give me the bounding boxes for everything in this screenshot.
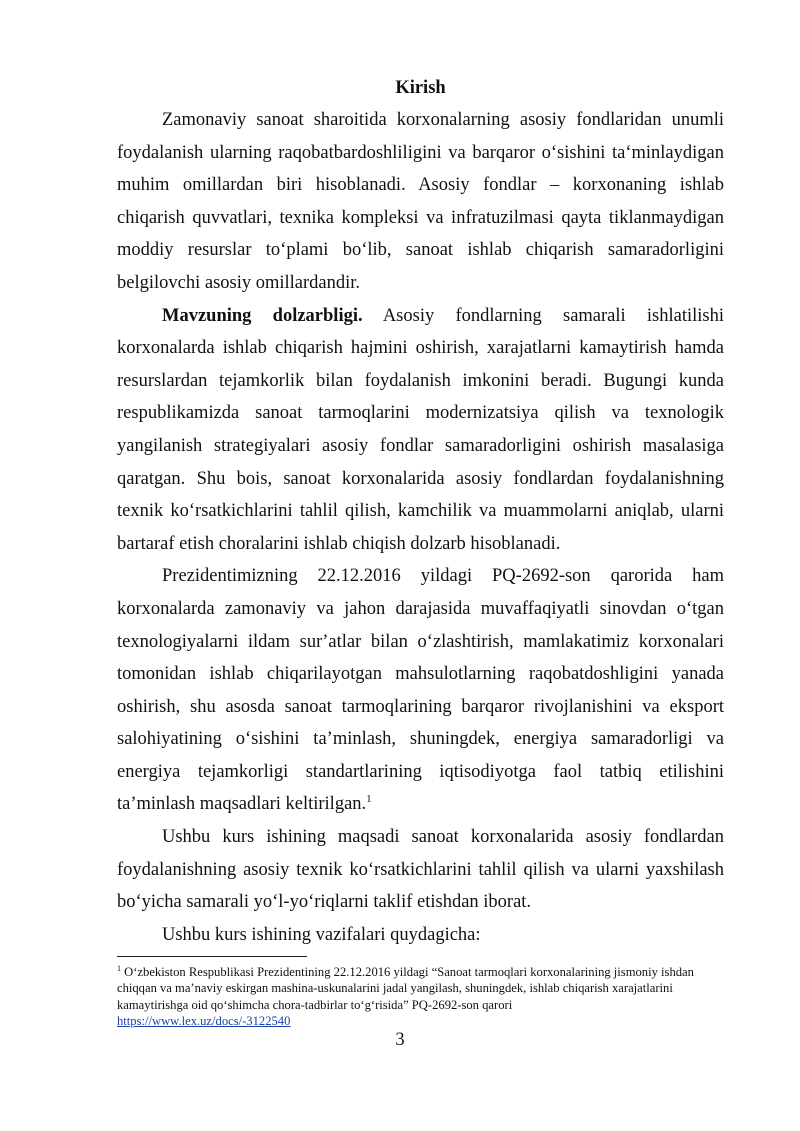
page-number: 3	[395, 1030, 405, 1050]
footnote-reference[interactable]: 1	[366, 793, 372, 806]
footnote-marker: 1	[117, 963, 121, 973]
footnote-link[interactable]: https://www.lex.uz/docs/-3122540	[117, 1014, 291, 1029]
paragraph-intro: Zamonaviy sanoat sharoitida korxonalarning asosiy fondlaridan unumli foydalanish ularning raqobatbardoshliligini va barqaror oʻsishini taʻminlaydigan muhim omillardan biri hisoblanadi. Asosiy fondlar – korxonaning ishlab chiqarish quvvatlari, texnika kompleksi va infratuzilmasi qayta tiklanmaydigan moddiy resurslar toʻplami boʻlib, sanoat ishlab chiqarish samaradorligini belgilovchi asosiy omillardandir.	[117, 110, 724, 293]
paragraph-goal: Ushbu kurs ishining maqsadi sanoat korxonalarida asosiy fondlardan foydalanishning asosiy texnik koʻrsatkichlarini tahlil qilish va ularni yaxshilash boʻyicha samarali yoʻl-yoʻriqlarni taklif etishdan iborat.	[117, 827, 724, 913]
footnote	[117, 964, 724, 1030]
main-text	[117, 72, 724, 951]
paragraph-relevance-text: Asosiy fondlarning samarali ishlatilishi korxonalarda ishlab chiqarish hajmini oshirish, xarajatlarni kamaytirish hamda resurslardan tejamkorlik bilan foydalanish imkonini beradi. Bugungi kunda respublikamizda sanoat tarmoqlarini modernizatsiya qilish va texnologik yangilanish strategiyalari asosiy fondlar samaradorligini oshirish masalasiga qaratgan. Shu bois, sanoat korxonalarida asosiy fondlardan foydalanishning texnik koʻrsatkichlarini tahlil qilish, kamchilik va muammolarni aniqlab, ularni bartaraf etish choralarini ishlab chiqish dolzarb hisoblanadi.	[117, 305, 724, 554]
section-heading: Kirish	[395, 78, 446, 98]
paragraph-decree	[117, 560, 724, 821]
paragraph-lead-bold: Mavzuning dolzarbligi.	[162, 305, 363, 326]
footnote-separator	[117, 956, 307, 957]
paragraph-tasks: Ushbu kurs ishining vazifalari quydagicha:	[162, 924, 481, 945]
footnote-text: Oʻzbekiston Respublikasi Prezidentining 22.12.2016 yildagi “Sanoat tarmoqlari korxonalarining jismoniy ishdan chiqqan va maʼnaviy eskirgan mashina-uskunalarini jadal yangilash, shuningdek, ishlab chiqarish xarajatlarini kamaytirishga oid qoʻshimcha chora-tadbirlar toʻgʻrisida” PQ-2692-son qarori	[117, 965, 694, 1012]
paragraph-decree-text: Prezidentimizning 22.12.2016 yildagi PQ-2692-son qarorida ham korxonalarda zamonaviy va jahon darajasida muvaffaqiyatli sinovdan oʻtgan texnologiyalarni ildam surʼatlar bilan oʻzlashtirish, mamlakatimiz korxonalari tomonidan ishlab chiqarilayotgan mahsulotlarning raqobatdoshligini yanada oshirish, shu asosda sanoat tarmoqlarining barqaror rivojlanishini va eksport salohiyatining oʻsishini taʼminlash, shuningdek, energiya samaradorligi va energiya tejamkorligi standartlarining iqtisodiyotga faol tatbiq etilishini taʼminlash maqsadlari keltirilgan.	[117, 566, 724, 815]
paragraph-relevance	[117, 300, 724, 561]
